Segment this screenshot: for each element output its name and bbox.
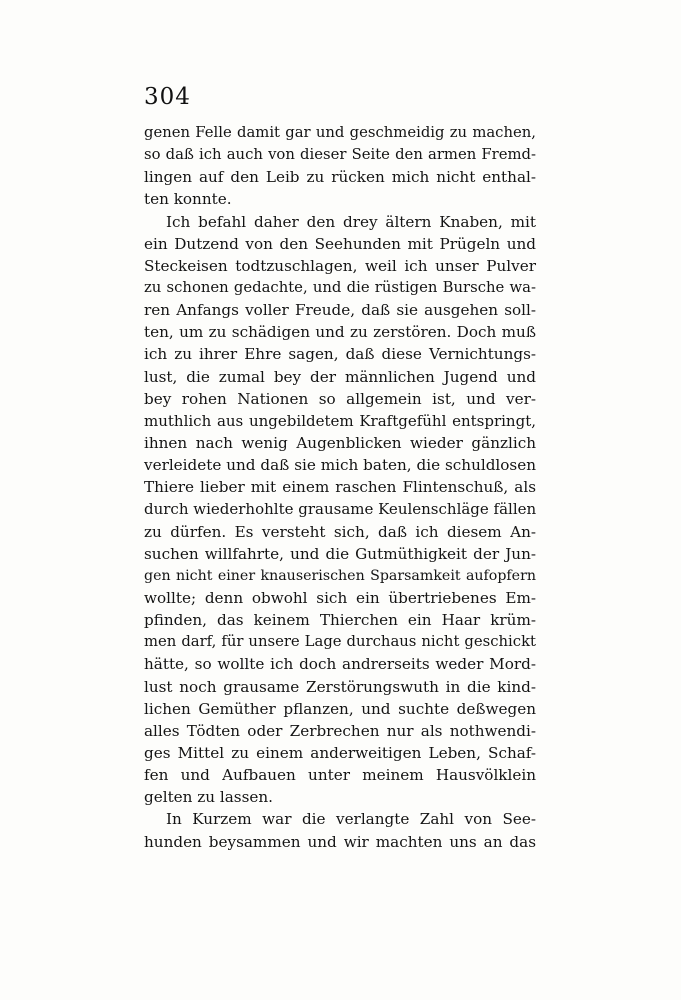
text-line: so daß ich auch von dieser Seite den armen Fremd-	[144, 146, 536, 164]
text-line: pfinden, das keinem Thierchen ein Haar krüm-	[144, 611, 536, 630]
text-line: lust noch grausame Zerstörungswuth in die kind-	[144, 677, 536, 696]
text-line: In Kurzem war die verlangte Zahl von See-	[166, 810, 536, 829]
text-line: suchen willfahrte, und die Gutmüthigkeit der Jun-	[144, 544, 536, 563]
text-line: zu schonen gedachte, und die rüstigen Bursche wa-	[144, 278, 536, 296]
text-line: gen nicht einer knauserischen Sparsamkeit aufopfern	[144, 567, 536, 584]
text-line: bey rohen Nationen so allgemein ist, und ver-	[144, 389, 536, 408]
text-line: ich zu ihrer Ehre sagen, daß diese Vernichtungs-	[144, 345, 536, 364]
text-line: Ich befahl daher den drey ältern Knaben, mit	[166, 212, 536, 231]
text-line: ihnen nach wenig Augenblicken wieder gänzlich	[144, 433, 536, 452]
text-line: Thiere lieber mit einem raschen Flintenschuß, als	[144, 478, 536, 497]
body-text	[144, 122, 536, 853]
text-line: ren Anfangs voller Freude, daß sie ausgehen soll-	[144, 301, 536, 320]
text-line: ein Dutzend von den Seehunden mit Prügeln und	[144, 234, 536, 253]
text-line: ten, um zu schädigen und zu zerstören. Doch muß	[144, 323, 536, 342]
text-line: lust, die zumal bey der männlichen Jugend und	[144, 367, 536, 386]
text-line: hätte, so wollte ich doch andrerseits weder Mord-	[144, 655, 536, 674]
text-line: verleidete und daß sie mich baten, die schuldlosen	[144, 456, 536, 475]
text-line: lichen Gemüther pflanzen, und suchte deßwegen	[144, 699, 536, 718]
text-line: lingen auf den Leib zu rücken mich nicht enthal-	[144, 168, 536, 187]
text-line: durch wiederhohlte grausame Keulenschläge fällen	[144, 500, 537, 519]
text-line: fen und Aufbauen unter meinem Hausvölklein	[144, 766, 536, 785]
text-line: men darf, für unsere Lage durchaus nicht geschickt	[144, 633, 536, 651]
text-line: muthlich aus ungebildetem Kraftgefühl entspringt,	[144, 411, 536, 430]
text-line: zu dürfen. Es versteht sich, daß ich diesem An-	[144, 522, 536, 541]
text-line: hunden beysammen und wir machten uns an das	[144, 832, 536, 851]
text-line: ges Mittel zu einem anderweitigen Leben, Schaf-	[144, 743, 536, 762]
text-line: Steckeisen todtzuschlagen, weil ich unser Pulver	[144, 256, 536, 275]
text-line: gelten zu lassen.	[144, 788, 273, 807]
text-line: ten konnte.	[144, 190, 232, 209]
text-line: alles Tödten oder Zerbrechen nur als nothwendi-	[144, 721, 536, 740]
text-line: wollte; denn obwohl sich ein übertriebenes Em-	[144, 588, 536, 607]
page-number: 304	[144, 84, 191, 110]
text-line: genen Felle damit gar und geschmeidig zu machen,	[144, 124, 536, 141]
